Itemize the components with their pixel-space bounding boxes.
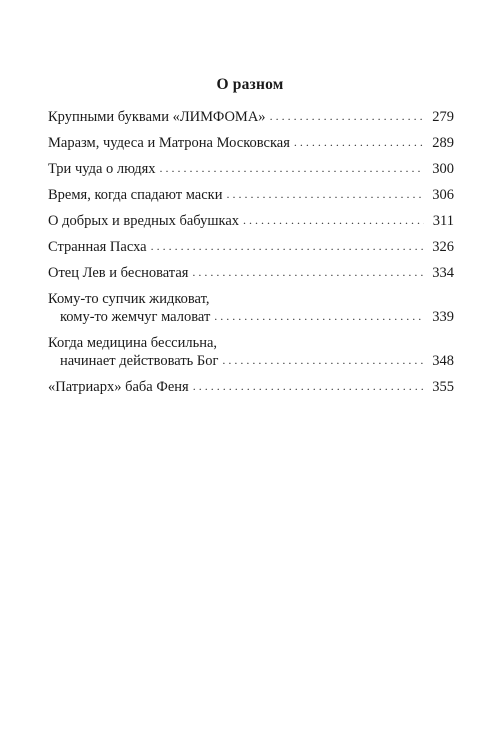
- toc-entry-title: Три чуда о людях: [48, 161, 156, 177]
- toc-entry-title-line: кому-то жемчуг маловат: [60, 309, 211, 325]
- toc-entry-page: 306: [432, 187, 454, 203]
- toc-entry-title: О добрых и вредных бабушках: [48, 213, 240, 229]
- dot-leader: [270, 107, 424, 125]
- toc-entry-title-line: начинает действовать Бог: [60, 353, 219, 369]
- dot-leader: [192, 263, 424, 281]
- toc-entry-page: 300: [432, 161, 454, 177]
- toc-entry-page: 334: [432, 265, 454, 281]
- toc-entry: [48, 134, 454, 152]
- toc-entry-page: 311: [432, 213, 454, 229]
- toc-entry-title: «Патриарх» баба Феня: [48, 379, 189, 395]
- toc-entry: [48, 212, 454, 230]
- toc-entry: [48, 186, 454, 204]
- toc-entry-title: Странная Пасха: [48, 239, 147, 255]
- toc-entry: [48, 378, 454, 396]
- toc-entry-page: 326: [432, 239, 454, 255]
- toc-entry-page: 348: [432, 353, 454, 369]
- toc-entry: [48, 290, 454, 326]
- dot-leader: [193, 377, 424, 395]
- toc-entry: [48, 238, 454, 256]
- dot-leader: [294, 133, 424, 151]
- toc-entry-page: 279: [432, 109, 454, 125]
- dot-leader: [214, 307, 424, 325]
- dot-leader: [160, 159, 424, 177]
- dot-leader: [222, 351, 424, 369]
- toc-entry-title: Крупными буквами «ЛИМФОМА»: [48, 109, 266, 125]
- toc-entry: [48, 264, 454, 282]
- toc-entry-page: 355: [432, 379, 454, 395]
- toc-entry-page: 289: [432, 135, 454, 151]
- section-title: О разном: [216, 76, 284, 93]
- toc-entry-title-line: Когда медицина бессильна,: [48, 335, 218, 351]
- toc-entry-title: Маразм, чудеса и Матрона Московская: [48, 135, 290, 151]
- toc-entry: [48, 108, 454, 126]
- toc-entry: [48, 334, 454, 370]
- toc-entry-title: Время, когда спадают маски: [48, 187, 223, 203]
- dot-leader: [243, 211, 424, 229]
- dot-leader: [151, 237, 424, 255]
- toc-entry-page: 339: [432, 309, 454, 325]
- toc-entry-title-line: Кому-то супчик жидковат,: [48, 291, 210, 307]
- toc-entry-title: Отец Лев и бесноватая: [48, 265, 189, 281]
- dot-leader: [226, 185, 424, 203]
- toc-entry: [48, 160, 454, 178]
